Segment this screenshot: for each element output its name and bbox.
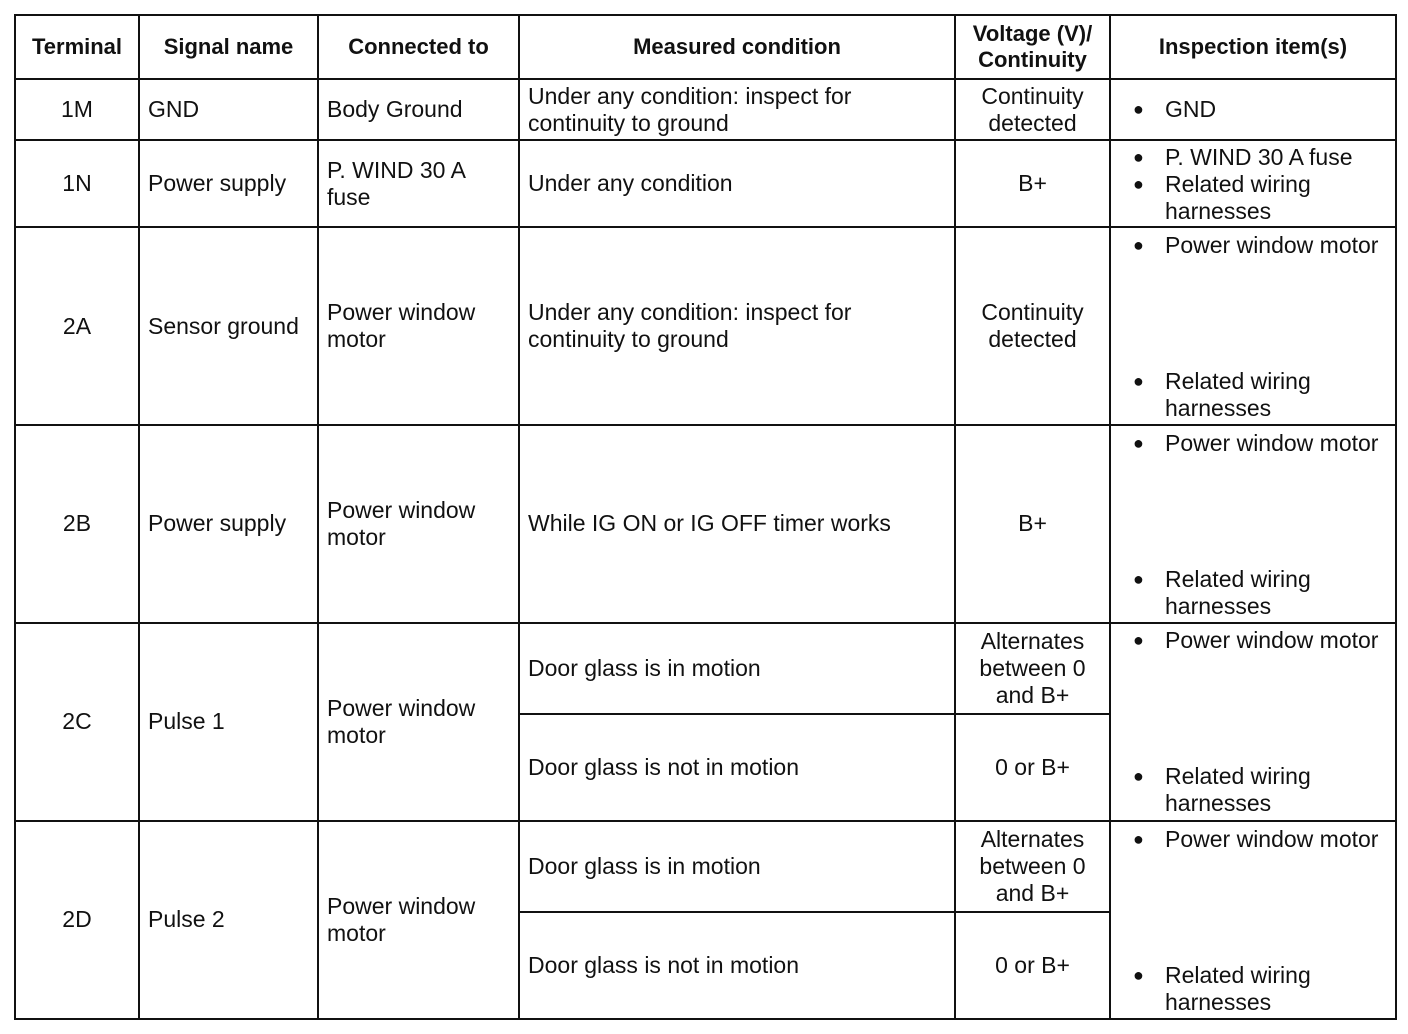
signal-name-cell: GND (139, 79, 318, 140)
connected-to-cell: Body Ground (318, 79, 519, 140)
inspection-cell (1110, 227, 1396, 424)
inspection-cell (1110, 623, 1396, 820)
bullet-icon: ● (1133, 147, 1144, 168)
measured-condition-cell: Door glass is in motion (519, 623, 955, 714)
table-row (15, 425, 1396, 623)
voltage-cell: Alternates between 0 and B+ (955, 821, 1110, 912)
inspection-bullet-item: ● P. WIND 30 A fuse (1133, 144, 1353, 171)
inspection-bullet-item: ● Related wiring harnesses (1133, 565, 1311, 619)
bullet-icon: ● (1133, 828, 1144, 849)
voltage-cell: 0 or B+ (955, 912, 1110, 1019)
header-inspection-items: Inspection item(s) (1110, 15, 1396, 79)
header-terminal: Terminal (15, 15, 139, 79)
bullet-icon: ● (1133, 432, 1144, 453)
table-row (15, 623, 1396, 714)
inspection-bullet-item: ● GND (1133, 96, 1217, 122)
inspection-bullet-item: ● Related wiring harnesses (1133, 763, 1311, 817)
header-voltage-line1: Voltage (V)/ (972, 21, 1093, 46)
measured-condition-cell: Under any condition (519, 140, 955, 227)
measured-condition-cell: Under any condition: inspect for continuity to ground (519, 227, 955, 424)
bullet-icon: ● (1133, 766, 1144, 787)
header-voltage-continuity (955, 15, 1110, 79)
inspection-cell (1110, 140, 1396, 227)
signal-name-cell: Power supply (139, 425, 318, 623)
voltage-cell: Continuity detected (955, 227, 1110, 424)
header-signal-name: Signal name (139, 15, 318, 79)
header-connected-to: Connected to (318, 15, 519, 79)
bullet-icon: ● (1133, 568, 1144, 589)
measured-condition-cell: Door glass is in motion (519, 821, 955, 912)
inspection-bullet-item: ● Power window motor (1133, 429, 1379, 456)
terminal-inspection-table (14, 14, 1397, 1020)
terminal-cell: 2C (15, 623, 139, 820)
inspection-bullet-item: ● Power window motor (1133, 232, 1379, 259)
inspection-bullet-item: ● Related wiring harnesses (1133, 171, 1311, 225)
signal-name-cell: Power supply (139, 140, 318, 227)
terminal-cell: 2B (15, 425, 139, 623)
measured-condition-cell: While IG ON or IG OFF timer works (519, 425, 955, 623)
connected-to-cell: Power window motor (318, 821, 519, 1019)
voltage-cell: B+ (955, 425, 1110, 623)
terminal-cell: 1N (15, 140, 139, 227)
measured-condition-cell: Door glass is not in motion (519, 714, 955, 820)
bullet-icon: ● (1133, 371, 1144, 392)
signal-name-cell: Pulse 1 (139, 623, 318, 820)
connected-to-cell: P. WIND 30 A fuse (318, 140, 519, 227)
connected-to-cell: Power window motor (318, 227, 519, 424)
table-row (15, 821, 1396, 912)
signal-name-cell: Sensor ground (139, 227, 318, 424)
table-row (15, 227, 1396, 424)
bullet-icon: ● (1133, 235, 1144, 256)
measured-condition-cell: Door glass is not in motion (519, 912, 955, 1019)
inspection-cell (1110, 821, 1396, 1019)
voltage-cell: 0 or B+ (955, 714, 1110, 820)
inspection-bullet-item: ● Power window motor (1133, 825, 1379, 852)
inspection-bullet-item: ● Related wiring harnesses (1133, 368, 1311, 422)
bullet-icon: ● (1133, 964, 1144, 985)
connected-to-cell: Power window motor (318, 425, 519, 623)
voltage-cell: B+ (955, 140, 1110, 227)
header-voltage-line2: Continuity (978, 47, 1087, 72)
inspection-bullet-item: ● Related wiring harnesses (1133, 961, 1311, 1015)
bullet-icon: ● (1133, 174, 1144, 195)
bullet-icon: ● (1133, 630, 1144, 651)
table-row (15, 140, 1396, 227)
terminal-cell: 2A (15, 227, 139, 424)
inspection-bullet-item: ● Power window motor (1133, 627, 1379, 654)
signal-name-cell: Pulse 2 (139, 821, 318, 1019)
inspection-cell (1110, 425, 1396, 623)
bullet-icon: ● (1133, 99, 1144, 119)
voltage-cell: Continuity detected (955, 79, 1110, 140)
connected-to-cell: Power window motor (318, 623, 519, 820)
terminal-cell: 1M (15, 79, 139, 140)
voltage-cell: Alternates between 0 and B+ (955, 623, 1110, 714)
measured-condition-cell: Under any condition: inspect for continuity to ground (519, 79, 955, 140)
terminal-cell: 2D (15, 821, 139, 1019)
header-measured-condition: Measured condition (519, 15, 955, 79)
terminal-inspection-page (14, 14, 1395, 1020)
inspection-cell (1110, 79, 1396, 140)
table-row (15, 79, 1396, 140)
header-row (15, 15, 1396, 79)
